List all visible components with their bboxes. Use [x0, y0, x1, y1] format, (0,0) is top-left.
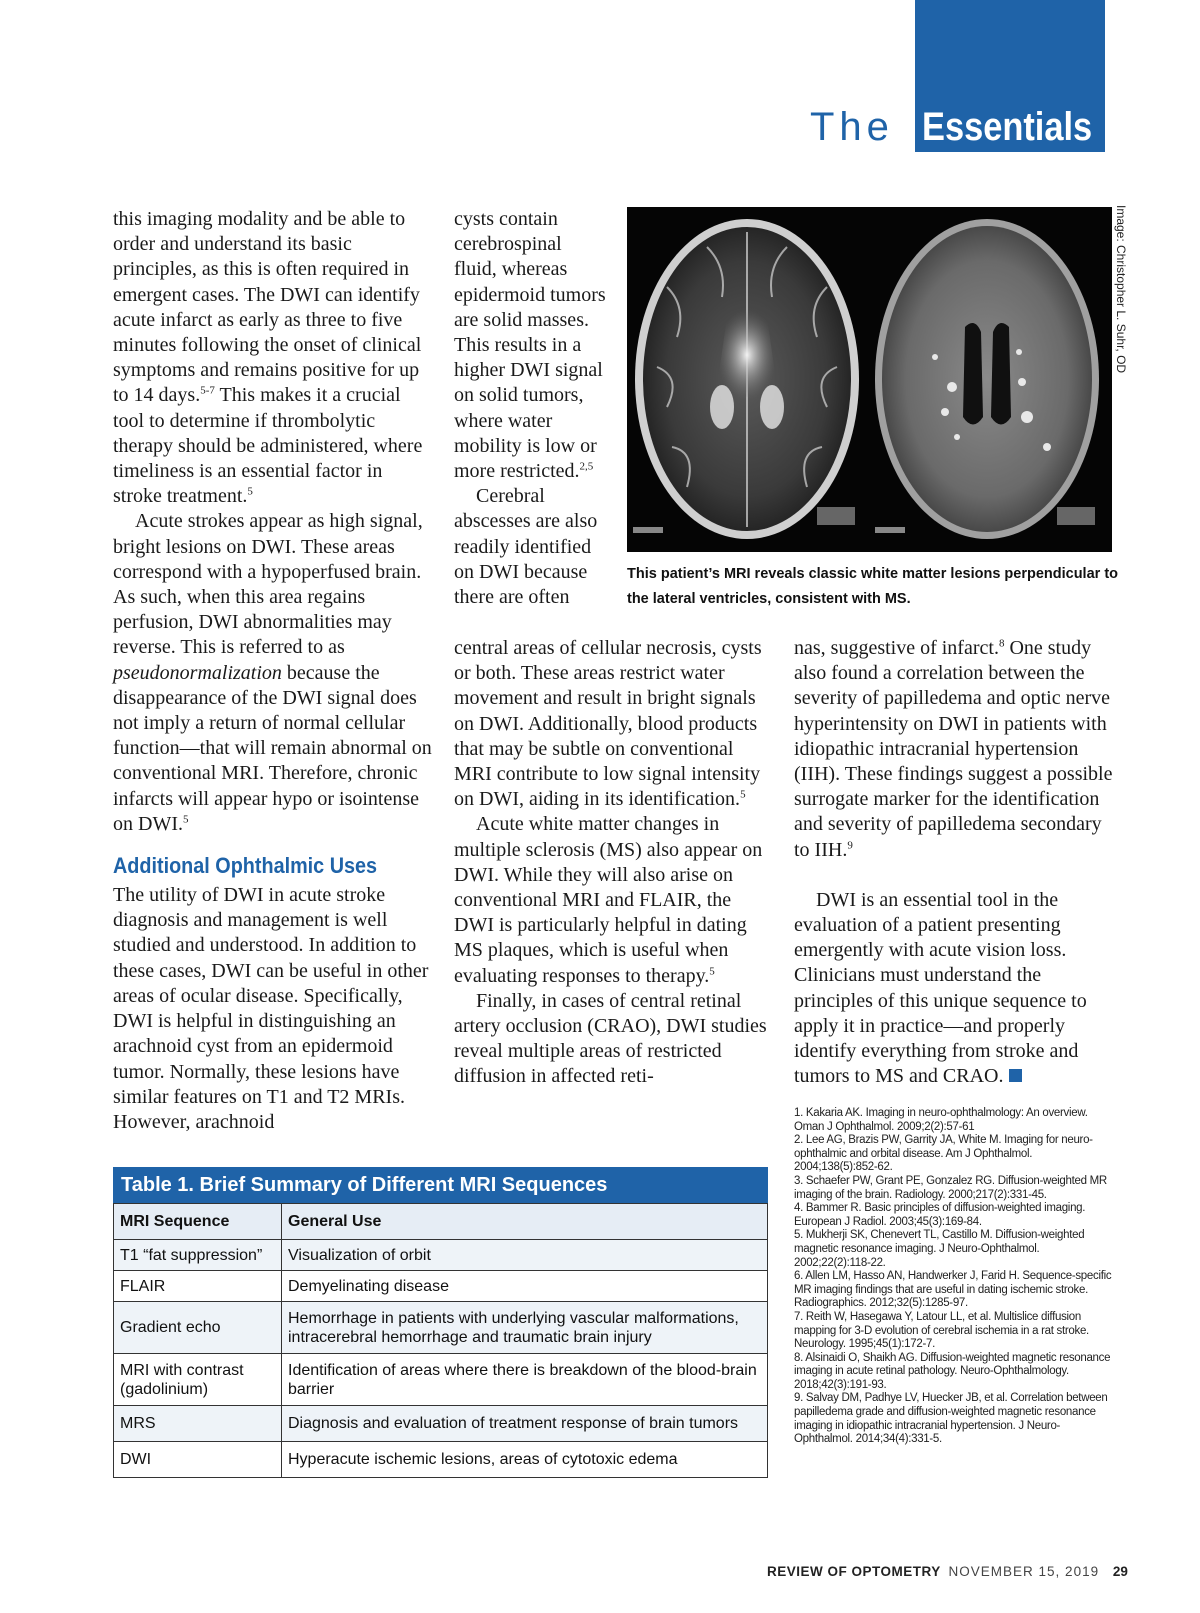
- table-cell: MRI with contrast (gadolinium): [114, 1354, 282, 1406]
- reference-item: 6. Allen LM, Hasso AN, Handwerker J, Farid H. Sequence-specific MR imaging findings that are useful in dating ischemic stroke. Radiographics. 2012;32(5):1285-97.: [794, 1270, 1112, 1310]
- section-heading: Additional Ophthalmic Uses: [113, 853, 378, 879]
- table-row: [114, 1354, 768, 1406]
- table-header-row: [114, 1204, 768, 1240]
- issue-date: NOVEMBER 15, 2019: [948, 1564, 1100, 1579]
- paragraph: this imaging modality and be able to order and understand its basic principles, as this is often required in emergent cases. The DWI can identify acute infarct as early as three to five minutes following the onset of clinical symptoms and remains positive for up to 14 days.$^{5-7}$ This makes it a crucial tool to determine if thrombolytic therapy should be administered, where timeliness is an essential factor in stroke treatment.$^5$: [113, 208, 423, 508]
- table-cell: FLAIR: [114, 1271, 282, 1302]
- reference-item: 1. Kakaria AK. Imaging in neuro-ophthalmology: An overview. Oman J Ophthalmol. 2009;2(2):57-61: [794, 1107, 1088, 1133]
- body-column-1: [113, 207, 433, 1135]
- mri-brain-scans-image: [627, 207, 1112, 552]
- paragraph: Finally, in cases of central retinal artery occlusion (CRAO), DWI studies reveal multiple areas of restricted diffusion in affected reti-: [454, 989, 767, 1088]
- table-cell: Identification of areas where there is breakdown of the blood-brain barrier: [282, 1354, 768, 1406]
- table-row: [114, 1406, 768, 1442]
- journal-name: REVIEW OF OPTOMETRY: [767, 1564, 941, 1579]
- column-header: MRI Sequence: [114, 1204, 282, 1240]
- body-column-2: [454, 636, 769, 1090]
- table-row: [114, 1442, 768, 1478]
- mri-sequence-table: [113, 1167, 768, 1478]
- table-cell: Gradient echo: [114, 1302, 282, 1354]
- reference-item: 5. Mukherji SK, Chenevert TL, Castillo M. Diffusion-weighted magnetic resonance imaging. J Neuro-Ophthalmol. 2002;22(2):118-22.: [794, 1229, 1085, 1269]
- table-cell: Demyelinating disease: [282, 1271, 768, 1302]
- references-list: [794, 1107, 1114, 1447]
- end-mark-icon: [1009, 1069, 1022, 1082]
- body-column-3: [794, 636, 1114, 1089]
- paragraph: Acute strokes appear as high signal, bright lesions on DWI. These areas correspond with a hypoperfused brain. As such, when this area regains perfusion, DWI abnormalities may reverse. This is referred to as pseudonormalization because the disappearance of the DWI signal does not imply a return of normal cellular function—that will remain abnormal on conventional MRI. Therefore, chronic infarcts will appear hypo or isointense on DWI.$^5$: [113, 510, 432, 835]
- paragraph: central areas of cellular necrosis, cysts or both. These areas restrict water movement and result in bright signals on DWI. Additionally, blood products that may be subtle on conventional MRI contribute to low signal intensity on DWI, aiding in its identification.$^5$: [454, 637, 762, 811]
- table-cell: MRS: [114, 1406, 282, 1442]
- table-cell: T1 “fat suppression”: [114, 1240, 282, 1271]
- paragraph: nas, suggestive of infarct.$^8$ One study also found a correlation between the severity of papilledema and optic nerve hyperintensity on DWI in patients with idiopathic intracranial hypertension (IIH). These findings suggest a possible surrogate marker for the identification and severity of papilledema secondary to IIH.$^9$: [794, 637, 1113, 861]
- reference-item: 2. Lee AG, Brazis PW, Garrity JA, White M. Imaging for neuro-ophthalmic and orbital disease. Am J Ophthalmol. 2004;138(5):852-62.: [794, 1134, 1093, 1174]
- table-row: [114, 1302, 768, 1354]
- body-column-2-top: [454, 207, 609, 610]
- page-number: 29: [1112, 1564, 1128, 1579]
- reference-item: 7. Reith W, Hasegawa Y, Latour LL, et al. Multislice diffusion mapping for 3-D evolution of cerebral ischemia in a rat stroke. Neurology. 1995;45(1):172-7.: [794, 1310, 1089, 1351]
- header-essentials: Essentials: [922, 105, 1093, 149]
- page-footer: [767, 1564, 1128, 1579]
- table-cell: Diagnosis and evaluation of treatment response of brain tumors: [282, 1406, 768, 1442]
- table-cell: Hemorrhage in patients with underlying vascular malformations, intracerebral hemorrhage and traumatic brain injury: [282, 1302, 768, 1354]
- table-title: Table 1. Brief Summary of Different MRI Sequences: [113, 1167, 768, 1203]
- paragraph: Acute white matter changes in multiple sclerosis (MS) also appear on DWI. While they will also arise on conventional MRI and FLAIR, the DWI is particularly helpful in dating MS plaques, which is useful when evaluating responses to therapy.$^5$: [454, 813, 763, 987]
- paragraph: cysts contain cerebrospinal fluid, whereas epidermoid tumors are solid masses. This results in a higher DWI signal on solid tumors, where water mobility is low or more restricted.$^{2,5}$: [454, 208, 606, 483]
- table-row: [114, 1271, 768, 1302]
- mri-figure: [627, 207, 1112, 552]
- paragraph: The utility of DWI in acute stroke diagnosis and management is well studied and understood. In addition to these cases, DWI can be useful in other areas of ocular disease. Specifically, DWI is helpful in distinguishing an arachnoid cyst from an epidermoid tumor. Normally, these lesions have similar features on T1 and T2 MRIs. However, arachnoid: [113, 884, 429, 1133]
- table: [113, 1203, 768, 1478]
- table-cell: Visualization of orbit: [282, 1240, 768, 1271]
- paragraph: DWI is an essential tool in the evaluation of a patient presenting emergently with acute vision loss. Clinicians must understand the principles of this unique sequence to apply it in practice—and properly identify everything from stroke and tumors to MS and CRAO.: [794, 888, 1087, 1088]
- image-credit: Image: Christopher L. Suhr, OD: [1114, 205, 1128, 374]
- column-header: General Use: [282, 1204, 768, 1240]
- table-cell: Hyperacute ischemic lesions, areas of cytotoxic edema: [282, 1442, 768, 1478]
- header-the: The: [810, 105, 894, 149]
- reference-item: 9. Salvay DM, Padhye LV, Huecker JB, et al. Correlation between papilledema grade and diffusion-weighted magnetic resonance imaging in idiopathic intracranial hypertension. J Neuro-Ophthalmol. 2014;34(4):331-5.: [794, 1392, 1108, 1446]
- reference-item: 4. Bammer R. Basic principles of diffusion-weighted imaging. European J Radiol. 2003;45(3):169-84.: [794, 1202, 1086, 1228]
- paragraph: Cerebral abscesses are also readily identified on DWI because there are often: [454, 485, 598, 609]
- figure-caption: This patient’s MRI reveals classic white matter lesions perpendicular to the lateral ventricles, consistent with MS.: [627, 566, 1119, 607]
- reference-item: 3. Schaefer PW, Grant PE, Gonzalez RG. Diffusion-weighted MR imaging of the brain. Radiology. 2000;217(2):331-45.: [794, 1174, 1107, 1201]
- table-cell: DWI: [114, 1442, 282, 1478]
- table-row: [114, 1240, 768, 1271]
- reference-item: 8. Alsinaidi O, Shaikh AG. Diffusion-weighted magnetic resonance imaging in acute retinal pathology. Neuro-Ophthalmology. 2018;42(3):191-93.: [794, 1351, 1111, 1391]
